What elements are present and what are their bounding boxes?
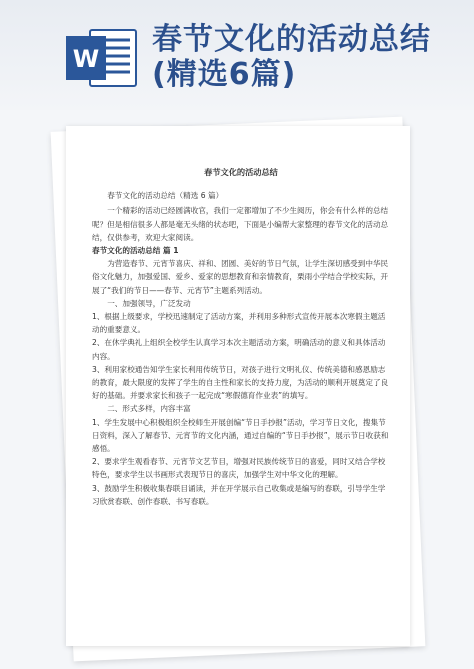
paragraph: 一、加强领导，广泛发动 (107, 298, 191, 308)
word-icon-letter: W (72, 45, 100, 73)
word-document-icon (64, 26, 138, 90)
paragraph: 2、要求学生观看春节、元宵节文艺节目，增强对民族传统节日的喜爱，同时又结合学校特色，要求学生以书画形式表现节日的喜庆，加强学生对中华文化的理解。 (92, 457, 386, 480)
paragraph: 二、形式多样，内容丰富 (107, 404, 191, 414)
document-subtitle: 春节文化的活动总结（精选 6 篇） (107, 191, 224, 201)
paragraph: 为营造春节、元宵节喜庆、祥和、团圆、美好的节日气氛，让学生深切感受到中华民俗文化魅力，加强爱国、爱乡、爱家的思想教育和亲情教育，栗雨小学结合学校实际，开展了“我们的节日——春节、元宵节”主题系列活动。 (92, 259, 389, 295)
paragraph: 3、鼓励学生积极收集春联目诵读，并在开学展示自己收集或是编写的春联，引导学生学习欣赏春联、创作春联、书写春联。 (92, 483, 386, 506)
document-page (66, 126, 410, 646)
paragraph: 2、在休学典礼上组织全校学生认真学习本次主题活动方案，明确活动的意义和具体活动内容。 (92, 338, 386, 361)
paragraph: 3、利用家校通告知学生家长利用传统节日，对孩子进行文明礼仪、传统美德和感恩励志的教育，最大限度的发挥了学生的自主性和家长的支持力度，为活动的顺利开展奠定了良好的基础。并要求家长和孩子一起完成“寒假德育作业表”的填写。 (92, 364, 389, 401)
document-body (92, 166, 390, 508)
page-title: 春节文化的活动总结(精选6篇) (152, 22, 431, 92)
document-intro: 一个精彩的活动已经圆满收官，我们一定都增加了不少生阅历，你会有什么样的总结呢？但是相信很多人都是毫无头绪的状态吧，下面是小编帮大家整理的春节文化的活动总结，仅供参考，欢迎大家阅读。 (92, 206, 389, 242)
paragraph: 1、学生发展中心积极组织全校师生开展创编“节日手抄报”活动，学习节日文化，搜集节日资料，深入了解春节、元宵节的文化内涵，通过自编的“节日手抄报”，展示节日收获和感悟。 (92, 417, 389, 454)
section-title: 春节文化的活动总结 篇 1 (92, 246, 179, 256)
paragraph: 1、根据上级要求，学校迅速制定了活动方案，并利用多种形式宣传开展本次寒假主题活动的重要意义。 (92, 312, 386, 335)
document-heading: 春节文化的活动总结 (204, 167, 278, 177)
